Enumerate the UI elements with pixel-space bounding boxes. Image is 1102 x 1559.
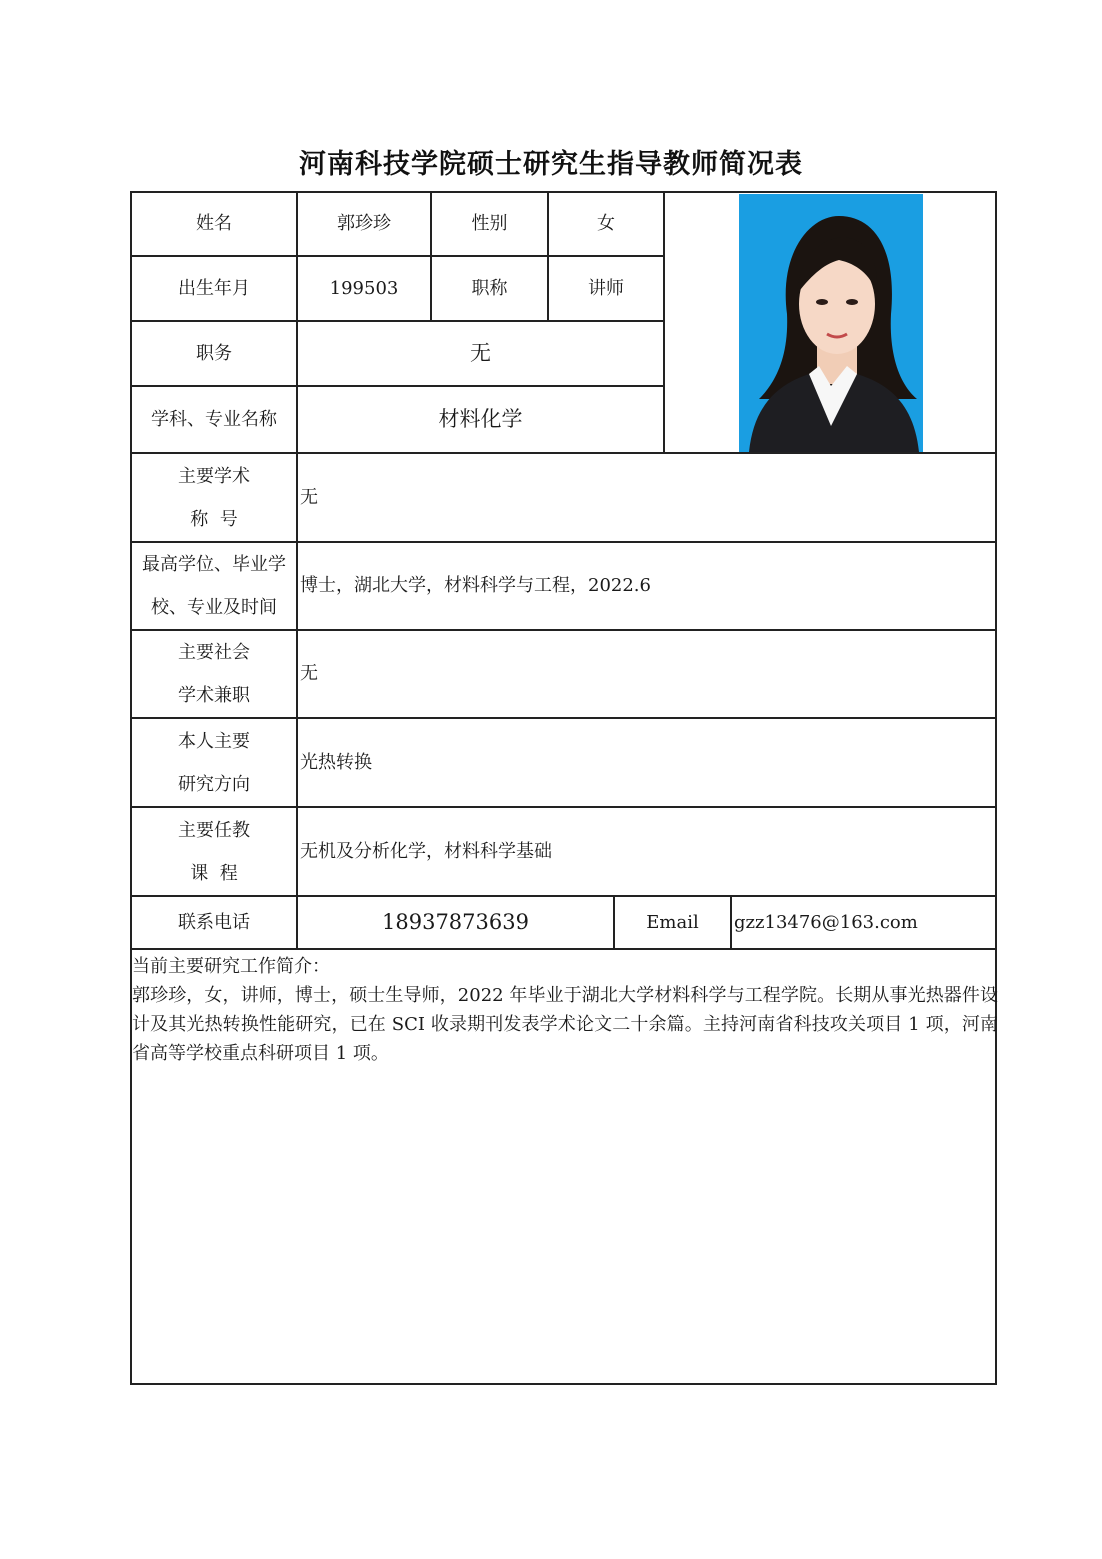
discipline-value: 材料化学 (438, 406, 523, 431)
name-value: 郭珍珍 (337, 213, 391, 235)
birth-value: 199503 (329, 277, 399, 299)
academic-title-label (132, 454, 296, 541)
discipline-label: 学科、专业名称 (151, 408, 277, 430)
social-label-line2: 学术兼职 (178, 685, 250, 706)
research-value: 光热转换 (300, 751, 372, 773)
phone-value: 18937873639 (382, 909, 529, 934)
name-label: 姓名 (196, 213, 232, 235)
page-title: 河南科技学院硕士研究生指导教师简况表 (299, 149, 803, 180)
academic-title-value: 无 (300, 486, 318, 508)
portrait-photo (739, 194, 923, 452)
table-rule (130, 948, 997, 950)
academic-title-label-line1: 主要学术 (178, 465, 250, 487)
birth-label: 出生年月 (178, 277, 250, 299)
email-label: Email (646, 911, 699, 933)
gender-label: 性别 (471, 213, 508, 235)
degree-label (132, 543, 296, 629)
position-label: 职务 (196, 342, 232, 364)
rank-value: 讲师 (588, 277, 624, 299)
research-intro-body: 郭珍珍，女，讲师，博士，硕士生导师，2022 年毕业于湖北大学材料科学与工程学院。长期从事光热器件设计及其光热转换性能研究，已在 SCI 收录期刊发表学术论文二十余篇。主持河南省科技攻关项目 1 项，河南省高等学校重点科研项目 1 项。 (132, 985, 998, 1064)
degree-label-line2: 校、专业及时间 (151, 597, 277, 618)
phone-label: 联系电话 (178, 911, 250, 933)
portrait-icon (739, 194, 923, 452)
gender-value: 女 (597, 213, 615, 235)
email-value: gzz13476@163.com (734, 911, 918, 933)
research-label-line1: 本人主要 (178, 730, 250, 752)
research-label (132, 719, 296, 806)
table-rule (663, 191, 665, 453)
research-intro (132, 952, 998, 1068)
research-intro-heading: 当前主要研究工作简介： (132, 956, 330, 977)
degree-value: 博士，湖北大学，材料科学与工程，2022.6 (300, 575, 651, 597)
position-value: 无 (470, 340, 491, 365)
degree-label-line1: 最高学位、毕业学 (142, 554, 286, 575)
research-label-line2: 研究方向 (178, 773, 250, 795)
social-label-line1: 主要社会 (178, 642, 250, 663)
rank-label: 职称 (471, 277, 508, 299)
courses-value: 无机及分析化学，材料科学基础 (300, 840, 552, 862)
courses-label-line2: 课 程 (190, 862, 238, 884)
social-label (132, 631, 296, 717)
courses-label-line1: 主要任教 (178, 819, 250, 841)
courses-label (132, 808, 296, 895)
academic-title-label-line2: 称 号 (190, 508, 238, 530)
social-value: 无 (300, 663, 318, 685)
